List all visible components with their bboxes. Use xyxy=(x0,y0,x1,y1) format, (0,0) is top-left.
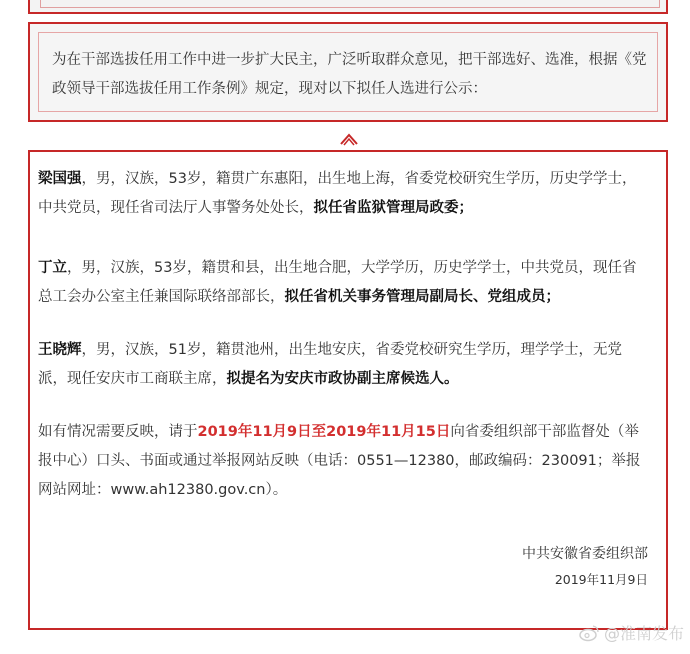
intro-text: 为在干部选拔任用工作中进一步扩大民主，广泛听取群众意见，把干部选好、选准，根据《党政领导干部选拔任用工作条例》规定，现对以下拟任人选进行公示： xyxy=(52,52,647,97)
candidate-details: ，男，汉族，53岁，籍贯和县，出生地合肥，大学学历，历史学学士，中共党员，现任省总工会办公室主任兼国际联络部部长， xyxy=(38,260,637,305)
candidate-entry xyxy=(38,165,648,223)
candidate-name: 王晓辉 xyxy=(38,342,82,358)
candidate-appointment: 拟任省机关事务管理局副局长、党组成员； xyxy=(284,289,560,305)
signature-date: 2019年11月9日 xyxy=(554,572,648,587)
intro-box xyxy=(28,22,668,122)
candidate-details: ，男，汉族，51岁，籍贯池州，出生地安庆，省委党校研究生学历，理学学士，无党派，现任安庆市工商联主席， xyxy=(38,342,622,387)
candidate-entry xyxy=(38,336,648,394)
feedback-prefix: 如有情况需要反映，请于 xyxy=(38,424,198,440)
top-decorative-strip xyxy=(28,0,668,14)
candidate-appointment: 拟任省监狱管理局政委； xyxy=(313,200,473,216)
feedback-paragraph xyxy=(38,418,648,505)
top-strip-inner xyxy=(40,0,660,8)
watermark-handle: @淮南发布 xyxy=(603,624,684,643)
candidate-name: 丁立 xyxy=(38,260,67,276)
feedback-date-range: 2019年11月9日至2019年11月15日 xyxy=(197,424,451,440)
weibo-icon xyxy=(578,624,600,642)
feedback-suffix: 向省委组织部干部监督处（举报中心）口头、书面或通过举报网站反映（电话：0551—12380，邮政编码：230091；举报网站网址：www.ah12380.gov.cn）。 xyxy=(38,424,641,498)
candidate-entry xyxy=(38,254,648,312)
candidate-name: 梁国强 xyxy=(38,171,82,187)
watermark xyxy=(578,621,684,644)
candidate-details: ，男，汉族，53岁，籍贯广东惠阳，出生地上海，省委党校研究生学历，历史学学士，中共党员，现任省司法厅人事警务处处长， xyxy=(38,171,637,216)
candidate-appointment: 拟提名为安庆市政协副主席候选人。 xyxy=(226,371,459,387)
chevron-up-icon xyxy=(339,128,359,148)
signature-org: 中共安徽省委组织部 xyxy=(522,546,648,562)
